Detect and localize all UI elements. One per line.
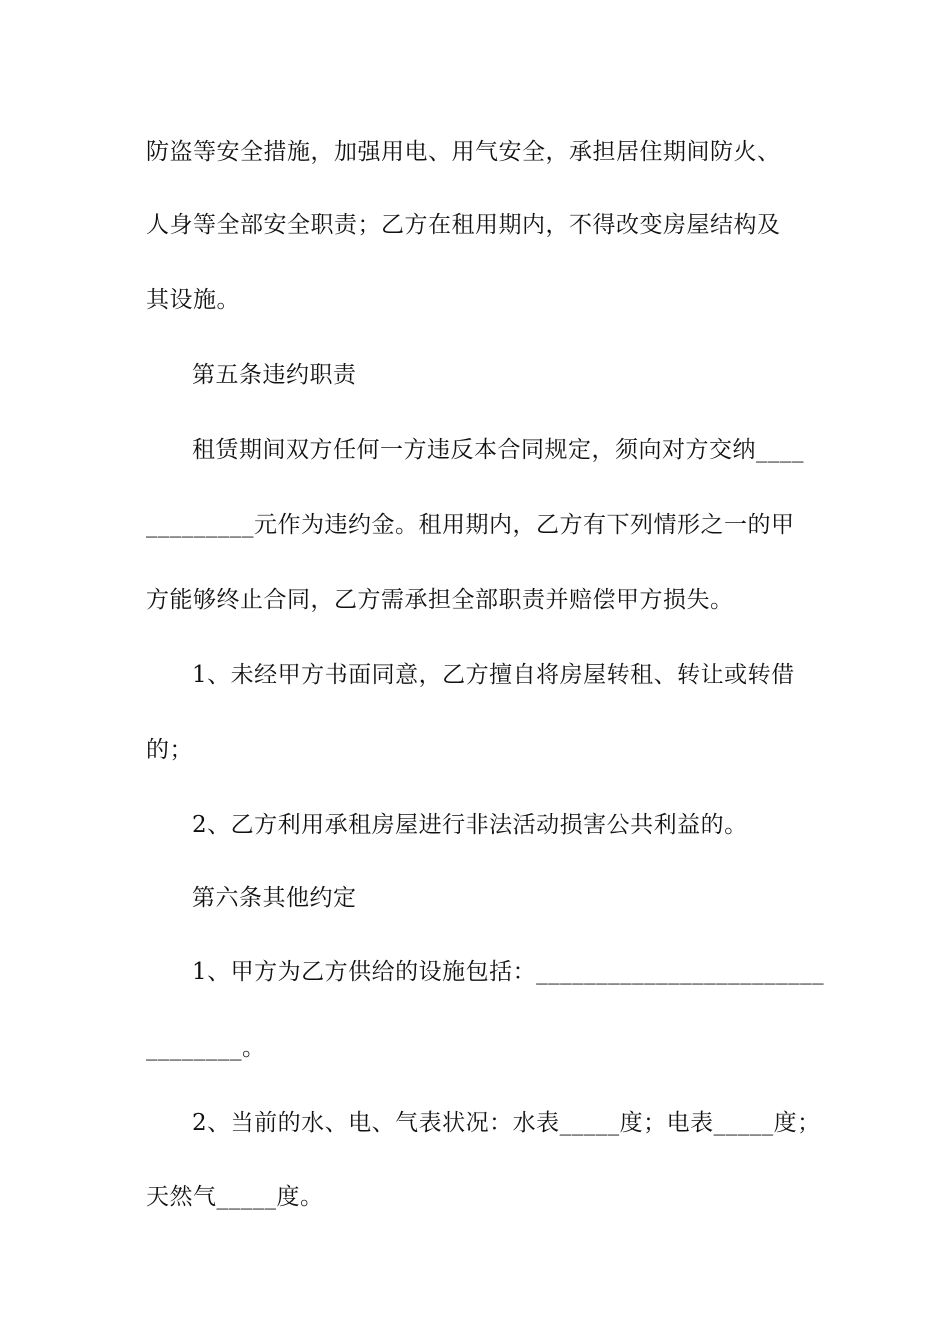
text-line: 人身等全部安全职责；乙方在租用期内，不得改变房屋结构及 bbox=[146, 212, 781, 238]
list-item: 2、当前的水、电、气表状况：水表_____度；电表_____度； bbox=[192, 1110, 821, 1136]
text-line: 防盗等安全措施，加强用电、用气安全，承担居住期间防火、 bbox=[146, 139, 781, 165]
list-item: 1、甲方为乙方供给的设施包括：________________________ bbox=[192, 959, 825, 985]
text-line: 的； bbox=[146, 737, 193, 763]
section-heading: 第六条其他约定 bbox=[192, 885, 357, 911]
list-item: 1、未经甲方书面同意，乙方擅自将房屋转租、转让或转借 bbox=[192, 662, 795, 688]
text-line: 租赁期间双方任何一方违反本合同规定，须向对方交纳____ bbox=[192, 437, 804, 463]
list-item: 2、乙方利用承租房屋进行非法活动损害公共利益的。 bbox=[192, 812, 748, 838]
text-line: 其设施。 bbox=[146, 287, 240, 313]
text-line: _________元作为违约金。租用期内，乙方有下列情形之一的甲 bbox=[146, 512, 795, 538]
text-line: 天然气_____度。 bbox=[146, 1184, 324, 1210]
text-line: ________。 bbox=[146, 1035, 266, 1061]
section-heading: 第五条违约职责 bbox=[192, 362, 357, 388]
text-line: 方能够终止合同，乙方需承担全部职责并赔偿甲方损失。 bbox=[146, 587, 734, 613]
